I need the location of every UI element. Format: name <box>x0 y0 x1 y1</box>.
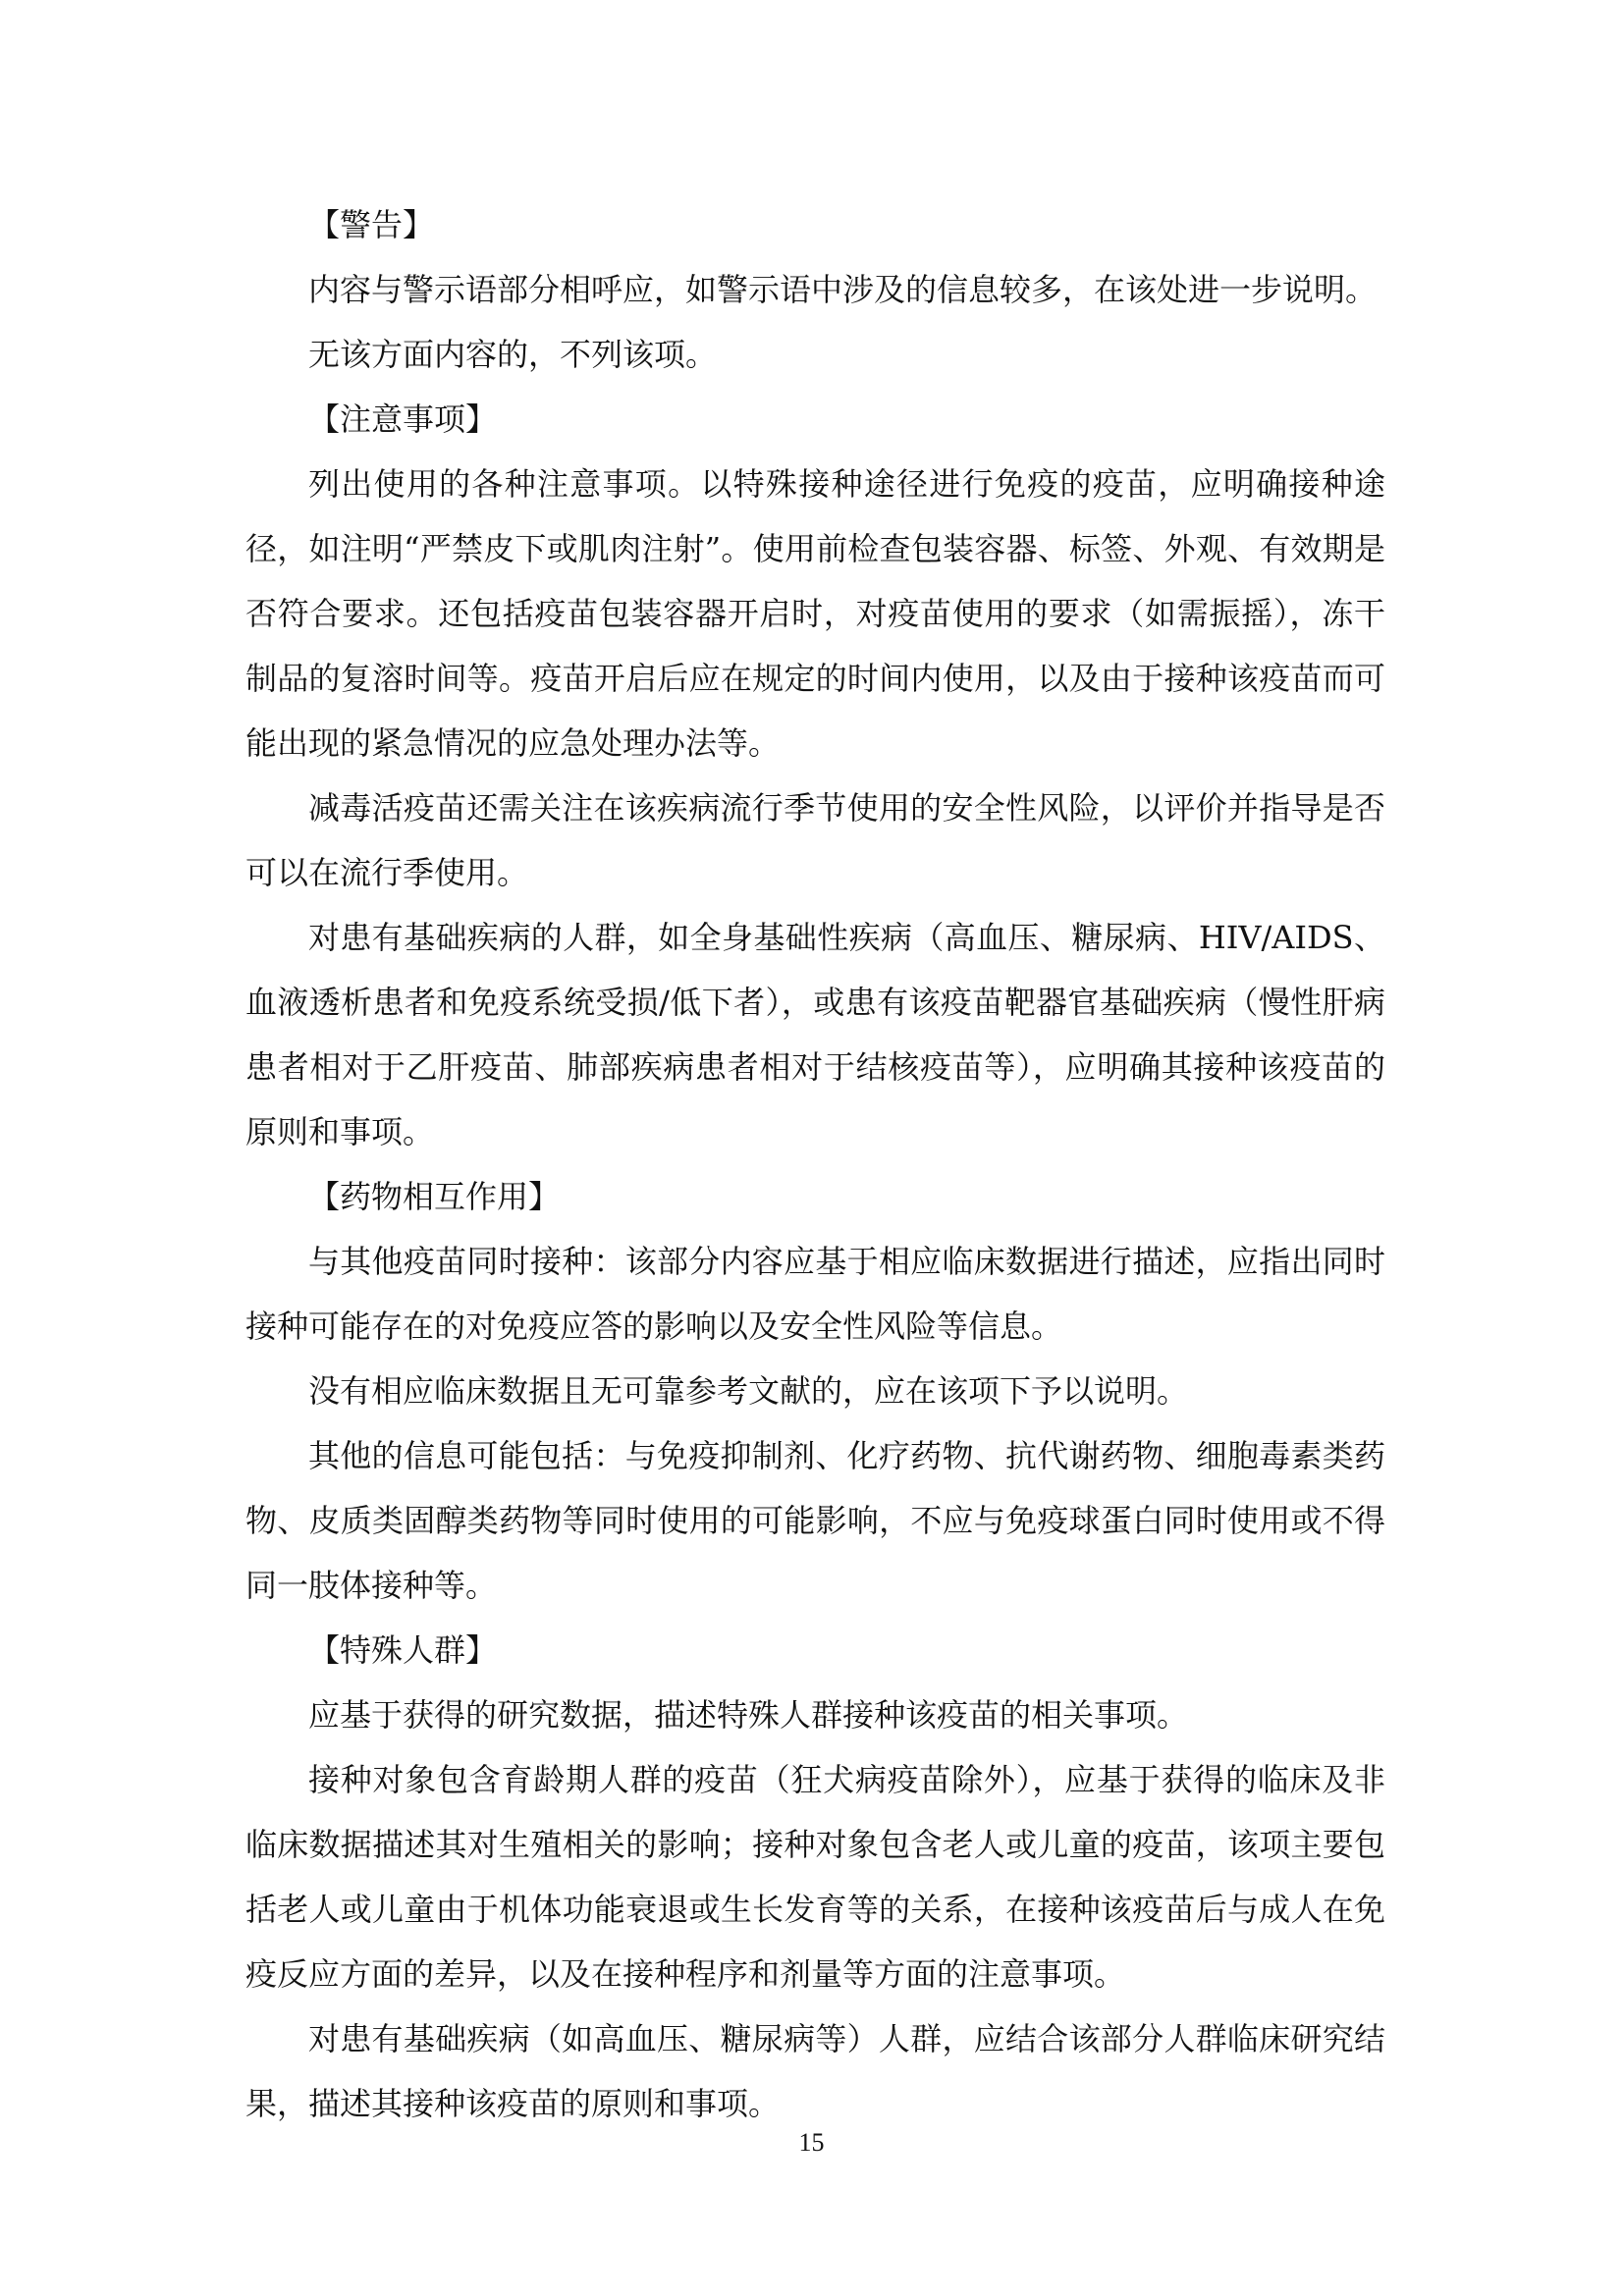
paragraph: 列出使用的各种注意事项。以特殊接种途径进行免疫的疫苗，应明确接种途径，如注明“严禁皮下或肌肉注射”。使用前检查包装容器、标签、外观、有效期是否符合要求。还包括疫苗包装容器开启时，对疫苗使用的要求（如需振摇），冻干制品的复溶时间等。疫苗开启后应在规定的时间内使用，以及由于接种该疫苗而可能出现的紧急情况的应急处理办法等。 <box>245 465 1385 762</box>
paragraph: 应基于获得的研究数据，描述特殊人群接种该疫苗的相关事项。 <box>308 1696 1189 1734</box>
section-heading-precautions: 【注意事项】 <box>308 400 498 438</box>
section-heading-warning: 【警告】 <box>308 206 435 243</box>
paragraph: 其他的信息可能包括：与免疫抑制剂、化疗药物、抗代谢药物、细胞毒素类药物、皮质类固醇类药物等同时使用的可能影响，不应与免疫球蛋白同时使用或不得同一肢体接种等。 <box>245 1437 1385 1604</box>
paragraph: 接种对象包含育龄期人群的疫苗（狂犬病疫苗除外），应基于获得的临床及非临床数据描述其对生殖相关的影响；接种对象包含老人或儿童的疫苗，该项主要包括老人或儿童由于机体功能衰退或生长发育等的关系，在接种该疫苗后与成人在免疫反应方面的差异，以及在接种程序和剂量等方面的注意事项。 <box>245 1761 1385 1993</box>
paragraph: 对患有基础疾病（如高血压、糖尿病等）人群，应结合该部分人群临床研究结果，描述其接种该疫苗的原则和事项。 <box>245 2020 1385 2122</box>
paragraph: 对患有基础疾病的人群，如全身基础性疾病（高血压、糖尿病、HIV/AIDS、血液透析患者和免疫系统受损/低下者），或患有该疫苗靶器官基础疾病（慢性肝病患者相对于乙肝疫苗、肺部疾病患者相对于结核疫苗等），应明确其接种该疫苗的原则和事项。 <box>245 919 1385 1150</box>
paragraph: 与其他疫苗同时接种：该部分内容应基于相应临床数据进行描述，应指出同时接种可能存在的对免疫应答的影响以及安全性风险等信息。 <box>245 1243 1385 1345</box>
section-heading-special-populations: 【特殊人群】 <box>308 1631 498 1669</box>
page-number: 15 <box>798 2128 825 2157</box>
section-heading-interactions: 【药物相互作用】 <box>308 1178 561 1215</box>
paragraph: 没有相应临床数据且无可靠参考文献的，应在该项下予以说明。 <box>308 1372 1189 1410</box>
paragraph: 减毒活疫苗还需关注在该疾病流行季节使用的安全性风险，以评价并指导是否可以在流行季使用。 <box>245 789 1385 891</box>
paragraph: 内容与警示语部分相呼应，如警示语中涉及的信息较多，在该处进一步说明。 <box>308 271 1378 308</box>
paragraph: 无该方面内容的，不列该项。 <box>308 336 718 373</box>
document-body <box>245 192 1385 2136</box>
